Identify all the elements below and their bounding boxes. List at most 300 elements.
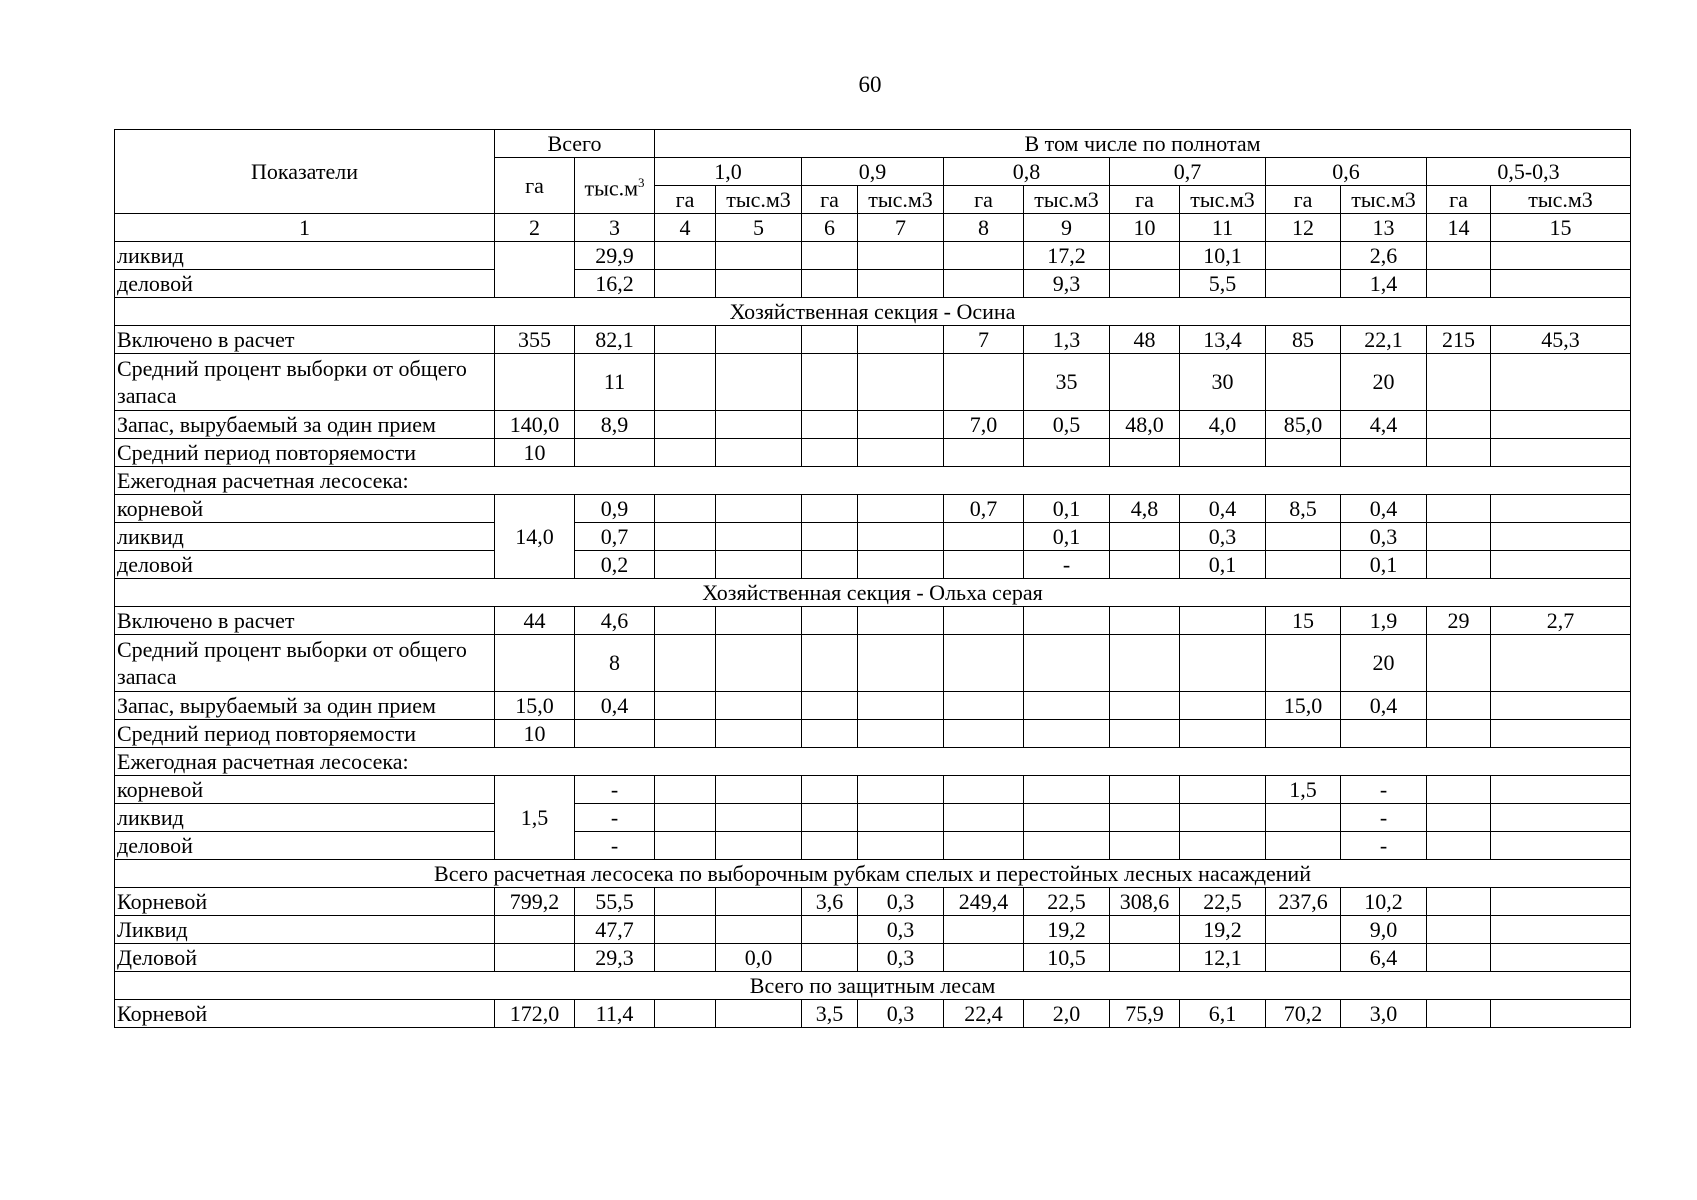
row-label: Запас, вырубаемый за один прием [115,692,495,720]
table-cell [802,607,858,635]
table-cell: 1,3 [1024,326,1110,354]
header-unit: тыс.м3 [1491,186,1631,214]
table-cell [1491,551,1631,579]
table-cell: 16,2 [575,270,655,298]
table-row [115,607,1631,635]
table-cell: 8 [575,635,655,692]
table-cell [716,326,802,354]
row-label: Запас, вырубаемый за один прием [115,411,495,439]
table-cell [716,523,802,551]
table-cell [716,242,802,270]
table-cell: 44 [495,607,575,635]
table-cell [1110,439,1180,467]
table-cell: 9,3 [1024,270,1110,298]
table-cell [944,944,1024,972]
table-cell [716,1000,802,1028]
table-row [115,242,1631,270]
table-cell: 35 [1024,354,1110,411]
header-density: 0,7 [1110,158,1266,186]
table-cell: 0,3 [858,944,944,972]
table-cell [1341,439,1427,467]
table-cell [655,551,716,579]
header-density: 1,0 [655,158,802,186]
table-row [115,354,1631,411]
table-cell [1180,439,1266,467]
header-ga: га [495,158,575,214]
row-label: ликвид [115,804,495,832]
table-cell [655,326,716,354]
table-cell: 4,4 [1341,411,1427,439]
header-density: 0,8 [944,158,1110,186]
table-cell [1024,804,1110,832]
table-cell [1427,635,1491,692]
col-number: 14 [1427,214,1491,242]
table-cell: 48 [1110,326,1180,354]
header-v-tom-chisle: В том числе по полнотам [655,130,1631,158]
header-density: 0,9 [802,158,944,186]
table-cell: 7 [944,326,1024,354]
table-cell [802,944,858,972]
table-cell [1491,776,1631,804]
table-cell [1427,720,1491,748]
header-unit: га [944,186,1024,214]
header-vsego: Всего [495,130,655,158]
column-number-row [115,214,1631,242]
table-cell [1491,439,1631,467]
table-cell [944,804,1024,832]
table-cell: 3,6 [802,888,858,916]
table-row [115,411,1631,439]
table-cell [1427,495,1491,523]
table-cell [858,439,944,467]
table-cell: 3,0 [1341,1000,1427,1028]
col-number: 15 [1491,214,1631,242]
col-number: 1 [115,214,495,242]
table-cell [655,439,716,467]
row-label: деловой [115,270,495,298]
table-row [115,944,1631,972]
table-cell [944,692,1024,720]
table-cell [1427,776,1491,804]
table-cell: 249,4 [944,888,1024,916]
table-cell: - [1341,804,1427,832]
section-header-row [115,579,1631,607]
row-label: деловой [115,551,495,579]
table-cell: 1,9 [1341,607,1427,635]
table-cell [655,776,716,804]
table-cell [1491,411,1631,439]
table-cell: - [1341,776,1427,804]
table-cell [802,411,858,439]
table-cell: 355 [495,326,575,354]
table-cell [655,242,716,270]
table-cell: 75,9 [1110,1000,1180,1028]
table-cell: 6,4 [1341,944,1427,972]
table-cell: 5,5 [1180,270,1266,298]
table-cell [655,720,716,748]
table-cell: 15,0 [495,692,575,720]
table-cell [858,523,944,551]
table-row [115,495,1631,523]
table-cell [1491,916,1631,944]
table-cell [802,354,858,411]
table-cell [802,776,858,804]
table-cell [1427,888,1491,916]
table-cell: 0,7 [944,495,1024,523]
table-cell: 0,3 [858,1000,944,1028]
table-cell [802,692,858,720]
col-number: 2 [495,214,575,242]
table-cell [1427,804,1491,832]
table-cell: 10,5 [1024,944,1110,972]
table-cell: 2,7 [1491,607,1631,635]
table-cell [1110,720,1180,748]
table-row [115,326,1631,354]
table-cell: - [1024,551,1110,579]
table-row [115,439,1631,467]
table-cell [1024,720,1110,748]
table-cell: 15,0 [1266,692,1341,720]
table-cell [802,270,858,298]
table-cell: 10 [495,720,575,748]
table-cell [1266,916,1341,944]
table-cell [655,832,716,860]
table-cell [1427,551,1491,579]
table-cell [716,832,802,860]
section-title: Всего расчетная лесосека по выборочным рубкам спелых и перестойных лесных насаждений [115,860,1631,888]
table-cell: 11,4 [575,1000,655,1028]
section-title: Всего по защитным лесам [115,972,1631,1000]
table-cell [655,916,716,944]
table-cell: 0,3 [1180,523,1266,551]
table-row [115,888,1631,916]
table-cell [802,916,858,944]
table-cell [1491,692,1631,720]
table-cell [944,776,1024,804]
table-cell [655,888,716,916]
table-cell [1110,270,1180,298]
table-cell [716,354,802,411]
col-number: 6 [802,214,858,242]
table-cell [858,411,944,439]
table-cell [1110,635,1180,692]
table-cell [716,635,802,692]
table-cell: 172,0 [495,1000,575,1028]
page-number: 60 [858,72,882,97]
table-row [115,720,1631,748]
table-cell: 6,1 [1180,1000,1266,1028]
table-cell [1110,944,1180,972]
table-cell [1491,832,1631,860]
table-cell [1427,270,1491,298]
table-cell [716,495,802,523]
table-cell [1110,607,1180,635]
table-cell [716,270,802,298]
table-cell [1266,242,1341,270]
header-unit: га [1266,186,1341,214]
table-cell [1491,1000,1631,1028]
table-cell: 3,5 [802,1000,858,1028]
table-cell [1266,551,1341,579]
table-cell [1427,692,1491,720]
table-cell: 17,2 [1024,242,1110,270]
row-label: Средний период повторяемости [115,439,495,467]
table-cell [1024,635,1110,692]
row-label: деловой [115,832,495,860]
table-cell [1427,832,1491,860]
table-row [115,916,1631,944]
table-cell [1491,888,1631,916]
table-cell: 0,3 [858,888,944,916]
col-number: 4 [655,214,716,242]
table-cell: 799,2 [495,888,575,916]
table-cell [1110,692,1180,720]
table-cell: 0,1 [1024,523,1110,551]
header-unit: га [802,186,858,214]
table-cell [716,776,802,804]
table-cell [1110,832,1180,860]
row-label: корневой [115,495,495,523]
table-cell [1427,1000,1491,1028]
table-cell [1266,804,1341,832]
table-cell: 22,5 [1024,888,1110,916]
row-label: корневой [115,776,495,804]
table-cell: 30 [1180,354,1266,411]
table-cell: 9,0 [1341,916,1427,944]
table-cell [716,720,802,748]
table-cell [1110,551,1180,579]
header-tys-m3-total: $тыс.м^3$ [575,158,655,214]
col-number: 9 [1024,214,1110,242]
table-cell [655,270,716,298]
table-cell: 13,4 [1180,326,1266,354]
table-cell [858,551,944,579]
table-cell [1341,720,1427,748]
table-cell: 7,0 [944,411,1024,439]
table-row [115,1000,1631,1028]
table-cell: 20 [1341,354,1427,411]
table-cell [944,832,1024,860]
table-cell [802,551,858,579]
header-unit: тыс.м3 [1180,186,1266,214]
table-cell: 22,5 [1180,888,1266,916]
table-cell: 14,0 [495,495,575,579]
row-label: Деловой [115,944,495,972]
table-cell: 1,5 [1266,776,1341,804]
table-cell: 140,0 [495,411,575,439]
table-cell [1110,523,1180,551]
row-label: Корневой [115,888,495,916]
table-cell [1491,495,1631,523]
table-cell: 10,1 [1180,242,1266,270]
table-cell: 10,2 [1341,888,1427,916]
table-cell [1427,944,1491,972]
table-cell [1491,944,1631,972]
table-cell [716,916,802,944]
table-cell: 4,8 [1110,495,1180,523]
table-cell: 4,0 [1180,411,1266,439]
table-cell [944,635,1024,692]
table-cell [1266,523,1341,551]
table-cell: 0,4 [575,692,655,720]
table-cell: 0,1 [1341,551,1427,579]
table-cell [495,242,575,298]
table-cell: 4,6 [575,607,655,635]
table-cell: 29,9 [575,242,655,270]
table-cell: 0,0 [716,944,802,972]
table-cell: 47,7 [575,916,655,944]
table-cell [858,270,944,298]
table-cell [858,326,944,354]
table-cell: 0,1 [1180,551,1266,579]
table-cell: 0,7 [575,523,655,551]
table-cell [655,495,716,523]
table-cell [716,692,802,720]
table-cell [495,944,575,972]
table-cell: 1,4 [1341,270,1427,298]
table-cell: 0,9 [575,495,655,523]
table-cell [1180,607,1266,635]
table-cell [1180,635,1266,692]
col-number: 7 [858,214,944,242]
table-row [115,832,1631,860]
table-row [115,635,1631,692]
table-cell [802,635,858,692]
table-cell: 85,0 [1266,411,1341,439]
table-cell: 22,4 [944,1000,1024,1028]
table-cell [655,804,716,832]
col-number: 12 [1266,214,1341,242]
table-cell: 82,1 [575,326,655,354]
table-cell [1110,776,1180,804]
table-cell: 0,3 [1341,523,1427,551]
header-unit: тыс.м3 [1341,186,1427,214]
row-label: Корневой [115,1000,495,1028]
table-cell [495,635,575,692]
col-number: 5 [716,214,802,242]
header-unit: га [655,186,716,214]
header-unit: га [1110,186,1180,214]
table-row [115,551,1631,579]
table-cell [655,635,716,692]
table-cell [716,439,802,467]
table-row [115,270,1631,298]
table-cell: 29,3 [575,944,655,972]
table-cell [1491,720,1631,748]
row-label: Ежегодная расчетная лесосека: [115,748,1631,776]
table-row [115,804,1631,832]
table-cell: 12,1 [1180,944,1266,972]
table-cell [1110,804,1180,832]
table-cell [1491,804,1631,832]
table-cell [1491,242,1631,270]
table-cell: 2,0 [1024,1000,1110,1028]
table-cell [1180,720,1266,748]
table-cell [858,354,944,411]
table-cell [655,692,716,720]
table-cell [1266,944,1341,972]
table-cell: 22,1 [1341,326,1427,354]
col-number: 3 [575,214,655,242]
table-cell [1024,692,1110,720]
table-cell: - [575,832,655,860]
table-cell [1180,776,1266,804]
table-cell: 85 [1266,326,1341,354]
table-cell [1266,270,1341,298]
table-cell [495,916,575,944]
table-cell [716,888,802,916]
row-label: Ежегодная расчетная лесосека: [115,467,1631,495]
table-cell [655,523,716,551]
table-cell [495,354,575,411]
table-cell [1427,411,1491,439]
row-label: ликвид [115,523,495,551]
table-cell: 19,2 [1024,916,1110,944]
table-cell [1427,242,1491,270]
table-cell [802,439,858,467]
table-cell: 8,5 [1266,495,1341,523]
table-cell [944,523,1024,551]
table-cell: 215 [1427,326,1491,354]
table-cell: - [575,776,655,804]
header-unit: тыс.м3 [858,186,944,214]
table-cell [1491,270,1631,298]
table-cell [858,832,944,860]
table-cell [1110,354,1180,411]
table-cell: 29 [1427,607,1491,635]
table-cell [1427,439,1491,467]
table-cell [802,832,858,860]
table-cell [716,551,802,579]
table-cell [716,804,802,832]
table-cell: 0,5 [1024,411,1110,439]
table-cell [944,270,1024,298]
table-cell [1266,635,1341,692]
table-cell [575,439,655,467]
table-cell [1110,242,1180,270]
table-cell [1024,776,1110,804]
table-cell: 10 [495,439,575,467]
table-cell: - [1341,832,1427,860]
table-cell [858,720,944,748]
header-pokazateli: Показатели [115,130,495,214]
section-header-row [115,860,1631,888]
table-cell [1491,635,1631,692]
header-density: 0,6 [1266,158,1427,186]
table-cell [1266,832,1341,860]
table-cell [655,1000,716,1028]
table-cell [944,916,1024,944]
table-cell [802,804,858,832]
table-cell: 15 [1266,607,1341,635]
table-cell [802,495,858,523]
table-cell [1110,916,1180,944]
table-cell: 8,9 [575,411,655,439]
table-cell [858,607,944,635]
table-cell [858,692,944,720]
table-cell: 0,2 [575,551,655,579]
section-header-row [115,298,1631,326]
table-cell: 0,1 [1024,495,1110,523]
table-cell [858,804,944,832]
table-cell [944,720,1024,748]
table-cell [655,411,716,439]
table-cell: 1,5 [495,776,575,860]
col-number: 8 [944,214,1024,242]
table-cell [1180,692,1266,720]
table-cell: 55,5 [575,888,655,916]
table-cell [1024,607,1110,635]
